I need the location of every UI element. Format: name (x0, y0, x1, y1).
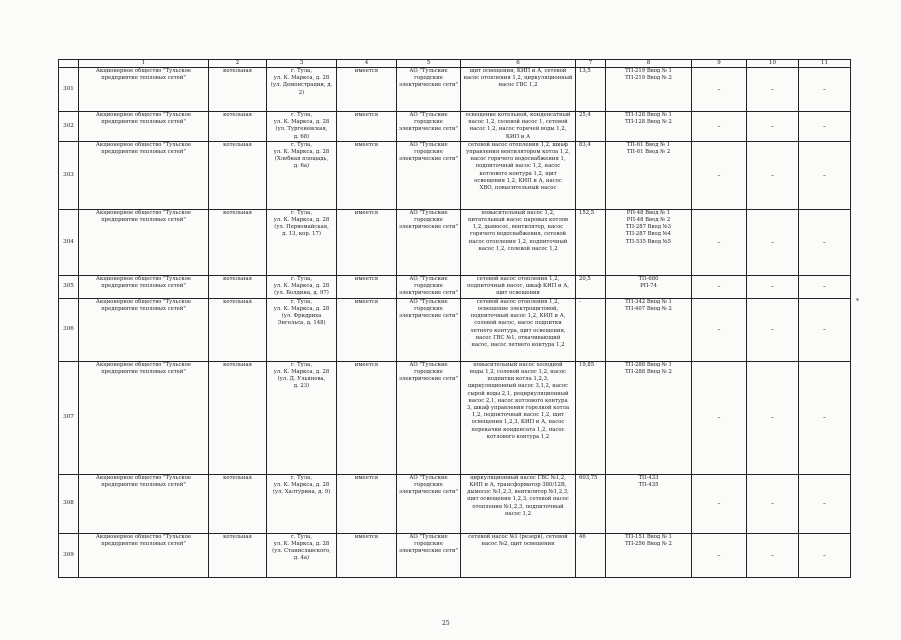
feeds-cell-line: ТП-128 Ввод № 2 (625, 119, 672, 126)
row-number: 303 (59, 141, 79, 209)
object-type-cell: котельная (209, 533, 267, 577)
col11-cell: – (799, 361, 851, 474)
address-cell-line: (Хлебная площадь, (274, 156, 329, 163)
feeds-cell (606, 298, 692, 361)
owner-cell-line: предприятие тепловых сетей" (101, 283, 186, 290)
feeds-cell (606, 209, 692, 275)
grid-company-cell-line: городские (414, 541, 443, 548)
consumers-cell-line: котлового контура 1,2, щит (479, 170, 557, 177)
table-row (59, 533, 851, 577)
table-row (59, 275, 851, 298)
consumers-cell-line: сетевой насос отопления 1,2, (476, 275, 560, 282)
col11-cell: – (799, 209, 851, 275)
owner-cell (79, 533, 209, 577)
owner-cell-line: Акционерное общество "Тульское (95, 298, 192, 305)
address-cell-line: (ул. Первомайская, (274, 224, 329, 231)
owner-cell-line: Акционерное общество "Тульское (95, 533, 192, 540)
consumers-cell (461, 209, 576, 275)
header-cell: 7 (576, 60, 606, 68)
consumers-cell-line: отопления №1,2,3, подпиточный (472, 503, 564, 510)
owner-cell (79, 141, 209, 209)
feeds-cell-line: ТП-219 Ввод № 2 (625, 75, 672, 82)
owner-cell-line: Акционерное общество "Тульское (95, 112, 192, 118)
grid-company-cell (397, 112, 461, 142)
owner-cell-line: предприятие тепловых сетей" (101, 75, 186, 82)
object-type-cell: котельная (209, 298, 267, 361)
owner-cell (79, 209, 209, 275)
grid-company-cell-line: городские (414, 306, 443, 313)
address-cell (267, 68, 337, 112)
availability-cell: имеется (337, 68, 397, 112)
grid-company-cell-line: АО "Тульские (409, 112, 448, 118)
consumers-cell (461, 275, 576, 298)
grid-company-cell-line: АО "Тульские (409, 275, 448, 282)
grid-company-cell-line: АО "Тульские (409, 533, 448, 540)
consumers-cell-line: насос ГВС 1,2 (498, 82, 538, 89)
availability-cell: имеется (337, 533, 397, 577)
col9-cell: – (692, 275, 747, 298)
consumers-cell-line: насос 2,1, насос котлового контура (468, 397, 568, 404)
grid-company-cell-line: электрические сети" (399, 224, 458, 231)
grid-company-cell-line: электрические сети" (399, 489, 458, 496)
col9-cell: – (692, 112, 747, 142)
grid-company-cell-line: городские (414, 369, 443, 376)
row-number: 305 (59, 275, 79, 298)
power-cell: 46 (576, 533, 606, 577)
consumers-cell-line: подпиточный насос 1,2, насос (475, 163, 561, 170)
availability-cell: имеется (337, 361, 397, 474)
object-type-cell: котельная (209, 112, 267, 142)
power-cell: 20,5 (576, 275, 606, 298)
feeds-cell-line: РП-48 Ввод № 1 (626, 209, 671, 216)
consumers-cell-line: насос 1,2, солевой насос 1,2 (478, 245, 558, 252)
table-row (59, 474, 851, 533)
header-cell: 5 (397, 60, 461, 68)
consumers-cell-line: насос, насос летнего контура 1,2 (471, 342, 565, 349)
consumers-cell-line: щит освещения (496, 290, 540, 297)
feeds-cell-line: ТП-535 Ввод №5 (625, 238, 672, 245)
header-cell: 6 (461, 60, 576, 68)
address-cell-line: г. Тула, (291, 68, 312, 74)
feeds-cell (606, 112, 692, 142)
feeds-cell-line: РП-48 Ввод № 2 (626, 217, 671, 224)
grid-company-cell (397, 141, 461, 209)
address-cell-line: г. Тула, (291, 209, 312, 216)
col9-cell: – (692, 361, 747, 474)
consumers-cell-line: насос 1,2 (505, 510, 531, 517)
availability-cell: имеется (337, 298, 397, 361)
grid-company-cell-line: АО "Тульские (409, 209, 448, 216)
grid-company-cell-line: АО "Тульские (409, 141, 448, 148)
header-cell: 9 (692, 60, 747, 68)
row-number: 304 (59, 209, 79, 275)
owner-cell (79, 298, 209, 361)
col9-cell: – (692, 474, 747, 533)
row-number: 307 (59, 361, 79, 474)
grid-company-cell (397, 533, 461, 577)
address-cell (267, 112, 337, 142)
feeds-cell (606, 141, 692, 209)
owner-cell-line: Акционерное общество "Тульское (95, 361, 192, 368)
col10-cell: – (747, 298, 799, 361)
consumers-cell-line: насос 1,2, насос горячей воды 1,2, (469, 126, 567, 133)
grid-company-cell-line: АО "Тульские (409, 474, 448, 481)
consumers-cell-line: насос отопления 1,2, подпиточный (468, 238, 568, 245)
consumers-cell-line: освещения 1,2, КИП и А, насос (474, 177, 562, 184)
feeds-cell-line: ТП-680 (638, 275, 659, 282)
consumers-cell-line: дымосос №1,2,3, вентилятор №1,2,3, (467, 489, 569, 496)
grid-company-cell (397, 275, 461, 298)
consumers-cell-line: повысительный насос холодной (473, 361, 563, 368)
consumers-cell (461, 298, 576, 361)
col11-cell: – (799, 474, 851, 533)
address-cell-line: г. Тула, (291, 361, 312, 368)
header-cell: 1 (79, 60, 209, 68)
owner-cell-line: предприятие тепловых сетей" (101, 369, 186, 376)
col11-cell: – (799, 275, 851, 298)
col10-cell: – (747, 68, 799, 112)
consumers-cell-line: щит освещения, КИП и А, сетевой (469, 68, 567, 74)
owner-cell (79, 474, 209, 533)
consumers-cell-line: насос горячего водоснабжения 1, (470, 156, 566, 163)
feeds-cell-line: ТП-128 Ввод № 1 (625, 112, 672, 118)
page-number: 25 (442, 620, 450, 627)
owner-cell-line: Акционерное общество "Тульское (95, 209, 192, 216)
consumers-cell (461, 112, 576, 142)
power-cell: 83,4 (576, 141, 606, 209)
feeds-cell-line: ТП-288 Ввод № 1 (625, 361, 672, 368)
grid-company-cell-line: городские (414, 119, 443, 126)
consumers-cell-line: подпитки котла 1,2,3, (487, 376, 549, 383)
col11-cell: – (799, 533, 851, 577)
consumers-cell-line: управления вентилятором котла 1,2, (466, 149, 570, 156)
address-cell-line: г. Тула, (291, 533, 312, 540)
header-cell: 2 (209, 60, 267, 68)
feeds-cell (606, 361, 692, 474)
owner-cell-line: Акционерное общество "Тульское (95, 141, 192, 148)
power-cell: 25,4 (576, 112, 606, 142)
address-cell-line: Энгельса, д. 148) (277, 320, 326, 327)
col11-cell: – (799, 298, 851, 361)
consumers-cell-line: солевой насос, насос подпитки (474, 320, 562, 327)
consumers-cell-line: 1,2, дымосос, вентилятор, насос (472, 224, 564, 231)
row-number: 301 (59, 68, 79, 112)
table-row (59, 112, 851, 142)
register-table (58, 59, 851, 578)
col9-cell: – (692, 141, 747, 209)
grid-company-cell (397, 68, 461, 112)
address-cell-line: г. Тула, (291, 275, 312, 282)
address-cell-line: (ул. Д. Ульянова, (277, 376, 326, 383)
consumers-cell-line: КИП и А, трансформатор 380/12В, (469, 482, 567, 489)
address-cell-line: д. 6а) (293, 163, 310, 170)
consumers-cell (461, 474, 576, 533)
row-number: 302 (59, 112, 79, 142)
address-cell-line: ул. К. Маркса, д. 28 (273, 283, 330, 290)
feeds-cell-line: РП-74 (640, 283, 657, 290)
address-cell-line: (ул. Халтурина, д. 9) (272, 489, 331, 496)
consumers-cell-line: сетевой насос отопления 1,2, (476, 298, 560, 305)
feeds-cell-line: ТП-151 Ввод № 1 (625, 533, 672, 540)
grid-company-cell-line: АО "Тульские (409, 298, 448, 305)
consumers-cell-line: котлового контура 1,2 (486, 433, 550, 440)
consumers-cell-line: КИП и А (505, 133, 531, 140)
col9-cell: – (692, 298, 747, 361)
object-type-cell: котельная (209, 68, 267, 112)
availability-cell: имеется (337, 141, 397, 209)
grid-company-cell (397, 298, 461, 361)
feeds-cell-line: ТП-342 Ввод № 1 (625, 298, 672, 305)
consumers-cell-line: 3, шкаф управления горелкой котла (466, 405, 570, 412)
grid-company-cell (397, 361, 461, 474)
feeds-cell-line: ТП-433 (638, 474, 659, 481)
feeds-cell-line: ТП-219 Ввод № 1 (625, 68, 672, 74)
header-cell: 3 (267, 60, 337, 68)
grid-company-cell-line: электрические сети" (399, 313, 458, 320)
address-cell (267, 275, 337, 298)
consumers-cell (461, 361, 576, 474)
consumers-cell-line: освещение электрощитовой, (477, 306, 559, 313)
header-cell: 8 (606, 60, 692, 68)
consumers-cell-line: воды 1,2, солевой насос 1,2, насос (469, 369, 567, 376)
consumers-cell-line: питательный насос паровых котлов (467, 217, 569, 224)
address-cell (267, 141, 337, 209)
table-row (59, 68, 851, 112)
consumers-cell-line: летнего контура, щит освещения, (470, 327, 566, 334)
address-cell-line: ул. К. Маркса, д. 28 (273, 217, 330, 224)
consumers-cell-line: циркуляционный насос ГВС №1,2, (470, 474, 566, 481)
grid-company-cell-line: электрические сети" (399, 126, 458, 133)
consumers-cell-line: освещения 1,2,3, КИП и А, насос (471, 419, 565, 426)
consumers-cell (461, 68, 576, 112)
availability-cell: имеется (337, 112, 397, 142)
address-cell-line: д. 23) (293, 383, 310, 390)
address-cell (267, 533, 337, 577)
object-type-cell: котельная (209, 361, 267, 474)
consumers-cell-line: подпиточный насос 1,2, КИП и А, (470, 313, 566, 320)
owner-cell-line: Акционерное общество "Тульское (95, 275, 192, 282)
consumers-cell-line: насос ГВС №1, откачивающий (475, 334, 561, 341)
header-cell: 11 (799, 60, 851, 68)
feeds-cell-line: ТП-287 Ввод №3 (625, 224, 672, 231)
power-cell: 152,5 (576, 209, 606, 275)
address-cell-line: ул. К. Маркса, д. 28 (273, 119, 330, 126)
feeds-cell-line: ТП-287 Ввод №4 (625, 231, 672, 238)
col10-cell: – (747, 112, 799, 142)
grid-company-cell-line: электрические сети" (399, 548, 458, 555)
grid-company-cell (397, 474, 461, 533)
feeds-cell (606, 474, 692, 533)
header-cell-blank (59, 60, 79, 68)
grid-company-cell-line: городские (414, 149, 443, 156)
address-cell-line: д. 68) (293, 133, 310, 140)
feeds-cell (606, 533, 692, 577)
address-cell (267, 209, 337, 275)
address-cell-line: (ул. Болдина, д. 97) (274, 290, 329, 297)
col10-cell: – (747, 209, 799, 275)
grid-company-cell-line: электрические сети" (399, 376, 458, 383)
table-row (59, 361, 851, 474)
row-number: 309 (59, 533, 79, 577)
address-cell-line: г. Тула, (291, 112, 312, 118)
object-type-cell: котельная (209, 474, 267, 533)
col10-cell: – (747, 474, 799, 533)
grid-company-cell-line: электрические сети" (399, 290, 458, 297)
owner-cell (79, 112, 209, 142)
row-number: 306 (59, 298, 79, 361)
grid-company-cell-line: АО "Тульские (409, 68, 448, 74)
col11-cell: – (799, 112, 851, 142)
col11-cell: – (799, 68, 851, 112)
col10-cell: – (747, 361, 799, 474)
address-cell-line: (ул. Демонстрации, д. (270, 82, 333, 89)
object-type-cell: котельная (209, 275, 267, 298)
address-cell-line: (ул. Станиславского, (272, 548, 331, 555)
row-number: 308 (59, 474, 79, 533)
power-cell: - (576, 298, 606, 361)
header-cell: 10 (747, 60, 799, 68)
table-body (59, 68, 851, 578)
address-cell (267, 361, 337, 474)
col10-cell: – (747, 275, 799, 298)
owner-cell-line: предприятие тепловых сетей" (101, 217, 186, 224)
grid-company-cell-line: городские (414, 217, 443, 224)
owner-cell-line: Акционерное общество "Тульское (95, 474, 192, 481)
header-row (59, 60, 851, 68)
owner-cell-line: предприятие тепловых сетей" (101, 541, 186, 548)
consumers-cell-line: циркуляционный насос 3,1,2, насос (467, 383, 569, 390)
power-cell: 603,75 (576, 474, 606, 533)
address-cell-line: ул. К. Маркса, д. 28 (273, 75, 330, 82)
object-type-cell: котельная (209, 141, 267, 209)
availability-cell: имеется (337, 474, 397, 533)
address-cell-line: 2) (298, 89, 305, 96)
availability-cell: имеется (337, 275, 397, 298)
col11-cell: – (799, 141, 851, 209)
consumers-cell-line: повысительный насос 1,2, (481, 209, 555, 216)
col10-cell: – (747, 533, 799, 577)
address-cell-line: ул. К. Маркса, д. 28 (273, 482, 330, 489)
grid-company-cell-line: электрические сети" (399, 156, 458, 163)
feeds-cell (606, 68, 692, 112)
table-row (59, 141, 851, 209)
grid-company-cell-line: городские (414, 482, 443, 489)
object-type-cell: котельная (209, 209, 267, 275)
consumers-cell-line: сетевой насос №1 (резерв), сетевой (468, 533, 568, 540)
address-cell-line: г. Тула, (291, 298, 312, 305)
consumers-cell-line: сетевой насос отопления 1,2, шкаф (468, 141, 568, 148)
power-cell: 13,5 (576, 68, 606, 112)
consumers-cell-line: перекачки конденсата 1,2, насос (471, 426, 565, 433)
address-cell-line: ул. К. Маркса, д. 28 (273, 149, 330, 156)
grid-company-cell (397, 209, 461, 275)
feeds-cell-line: ТП-435 (638, 482, 659, 489)
consumers-cell-line: насос №2, щит освещения (481, 541, 555, 548)
owner-cell-line: Акционерное общество "Тульское (95, 68, 192, 74)
grid-company-cell-line: электрические сети" (399, 82, 458, 89)
address-cell (267, 474, 337, 533)
consumers-cell-line: ХВО, повысительный насос (479, 185, 557, 192)
col9-cell: – (692, 68, 747, 112)
col9-cell: – (692, 209, 747, 275)
owner-cell-line: предприятие тепловых сетей" (101, 482, 186, 489)
margin-mark: * (856, 298, 859, 305)
address-cell-line: г. Тула, (291, 141, 312, 148)
feeds-cell-line: ТП-256 Ввод № 2 (625, 541, 672, 548)
consumers-cell-line: насос 1,2, солевой насос 1, сетевой (468, 119, 568, 126)
owner-cell (79, 68, 209, 112)
grid-company-cell-line: АО "Тульские (409, 361, 448, 368)
owner-cell-line: предприятие тепловых сетей" (101, 119, 186, 126)
address-cell-line: г. Тула, (291, 474, 312, 481)
consumers-cell-line: освещение котельной, конденсатный (465, 112, 571, 118)
address-cell-line: д. 13, кор. 17) (282, 231, 321, 238)
col9-cell: – (692, 533, 747, 577)
col10-cell: – (747, 141, 799, 209)
owner-cell-line: предприятие тепловых сетей" (101, 306, 186, 313)
consumers-cell-line: насос отопления 1,2, циркуляционный (463, 75, 573, 82)
table-row (59, 298, 851, 361)
address-cell-line: ул. К. Маркса, д. 28 (273, 369, 330, 376)
owner-cell-line: предприятие тепловых сетей" (101, 149, 186, 156)
consumers-cell-line: 1,2, подпиточный насос 1,2, щит (471, 412, 565, 419)
consumers-cell (461, 141, 576, 209)
consumers-cell-line: сырой воды 2,1, рециркуляционный (467, 390, 569, 397)
address-cell-line: ул. К. Маркса, д. 28 (273, 541, 330, 548)
consumers-cell-line: подпиточный насос, шкаф КИП и А, (467, 283, 569, 290)
feeds-cell (606, 275, 692, 298)
owner-cell (79, 361, 209, 474)
consumers-cell (461, 533, 576, 577)
consumers-cell-line: горячего водоснабжения, сетевой (469, 231, 567, 238)
header-cell: 4 (337, 60, 397, 68)
feeds-cell-line: ТП-407 Ввод № 2 (625, 306, 672, 313)
availability-cell: имеется (337, 209, 397, 275)
owner-cell (79, 275, 209, 298)
address-cell-line: д. 4а) (293, 555, 310, 562)
consumers-cell-line: щит освещения 1,2,3, сетевой насос (467, 496, 569, 503)
feeds-cell-line: ТП-61 Ввод № 1 (626, 141, 671, 148)
grid-company-cell-line: городские (414, 283, 443, 290)
table-row (59, 209, 851, 275)
power-cell: 19,85 (576, 361, 606, 474)
grid-company-cell-line: городские (414, 75, 443, 82)
address-cell-line: (ул. Тургеневская, (275, 126, 328, 133)
address-cell-line: ул. К. Маркса, д. 28 (273, 306, 330, 313)
feeds-cell-line: ТП-288 Ввод № 2 (625, 369, 672, 376)
address-cell (267, 298, 337, 361)
address-cell-line: (ул. Фридриха (281, 313, 322, 320)
feeds-cell-line: ТП-61 Ввод № 2 (626, 149, 671, 156)
